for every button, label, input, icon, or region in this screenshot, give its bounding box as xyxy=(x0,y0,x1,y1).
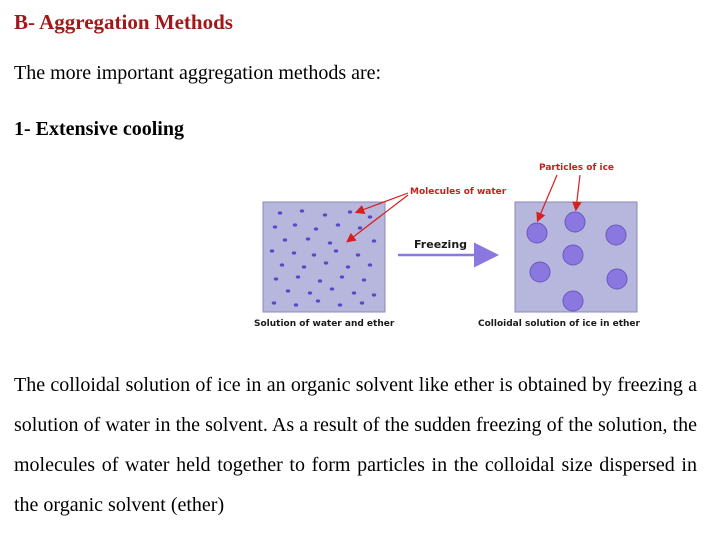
water-molecule xyxy=(372,239,376,242)
method-heading: 1- Extensive cooling xyxy=(14,118,184,140)
water-molecule xyxy=(348,210,352,213)
water-molecule xyxy=(286,289,290,292)
water-molecule xyxy=(272,301,276,304)
ice-particle xyxy=(606,225,626,245)
particles-label: Particles of ice xyxy=(539,163,615,173)
solution-box xyxy=(263,202,385,312)
water-molecule xyxy=(306,237,310,240)
section-heading: B- Aggregation Methods xyxy=(14,10,233,34)
water-molecule xyxy=(358,226,362,229)
caption-right: Colloidal solution of ice in ether xyxy=(478,319,640,329)
water-molecule xyxy=(308,291,312,294)
ice-particle xyxy=(527,223,547,243)
water-molecule xyxy=(280,263,284,266)
water-molecule xyxy=(360,301,364,304)
molecules-label: Molecules of water xyxy=(410,187,507,197)
water-molecule xyxy=(368,215,372,218)
water-molecule xyxy=(314,227,318,230)
ice-particle xyxy=(563,291,583,311)
water-molecule xyxy=(278,211,282,214)
freezing-label: Freezing xyxy=(414,238,468,251)
water-molecule xyxy=(283,238,287,241)
water-molecule xyxy=(323,213,327,216)
water-molecule xyxy=(356,253,360,256)
water-molecule xyxy=(273,225,277,228)
ice-particle xyxy=(607,269,627,289)
water-molecule xyxy=(292,251,296,254)
water-molecule xyxy=(352,291,356,294)
water-molecule xyxy=(293,223,297,226)
water-molecule xyxy=(340,275,344,278)
ice-particle xyxy=(563,245,583,265)
water-molecule xyxy=(270,249,274,252)
caption-left: Solution of water and ether xyxy=(254,319,395,329)
water-molecule xyxy=(328,241,332,244)
freezing-diagram xyxy=(250,155,660,335)
water-molecule xyxy=(346,265,350,268)
description-paragraph: The colloidal solution of ice in an organic solvent like ether is obtained by freezing a solution of water in the solvent. As a result of the sudden freezing of the solution, the molecules of water held together to form particles in the colloidal size dispersed in the organic solvent (ether) xyxy=(14,374,697,516)
water-molecule xyxy=(300,209,304,212)
water-molecule xyxy=(368,263,372,266)
water-molecule xyxy=(316,299,320,302)
water-molecule xyxy=(362,278,366,281)
water-molecule xyxy=(274,277,278,280)
water-molecule xyxy=(334,249,338,252)
ice-particle xyxy=(530,262,550,282)
ice-particle xyxy=(565,212,585,232)
water-molecule xyxy=(336,223,340,226)
water-molecule xyxy=(296,275,300,278)
water-molecule xyxy=(372,293,376,296)
water-molecule xyxy=(330,287,334,290)
water-molecule xyxy=(338,303,342,306)
water-molecule xyxy=(302,265,306,268)
water-molecule xyxy=(318,279,322,282)
water-molecule xyxy=(294,303,298,306)
intro-text: The more important aggregation methods are: xyxy=(14,62,382,84)
water-molecule xyxy=(324,261,328,264)
water-molecule xyxy=(312,253,316,256)
